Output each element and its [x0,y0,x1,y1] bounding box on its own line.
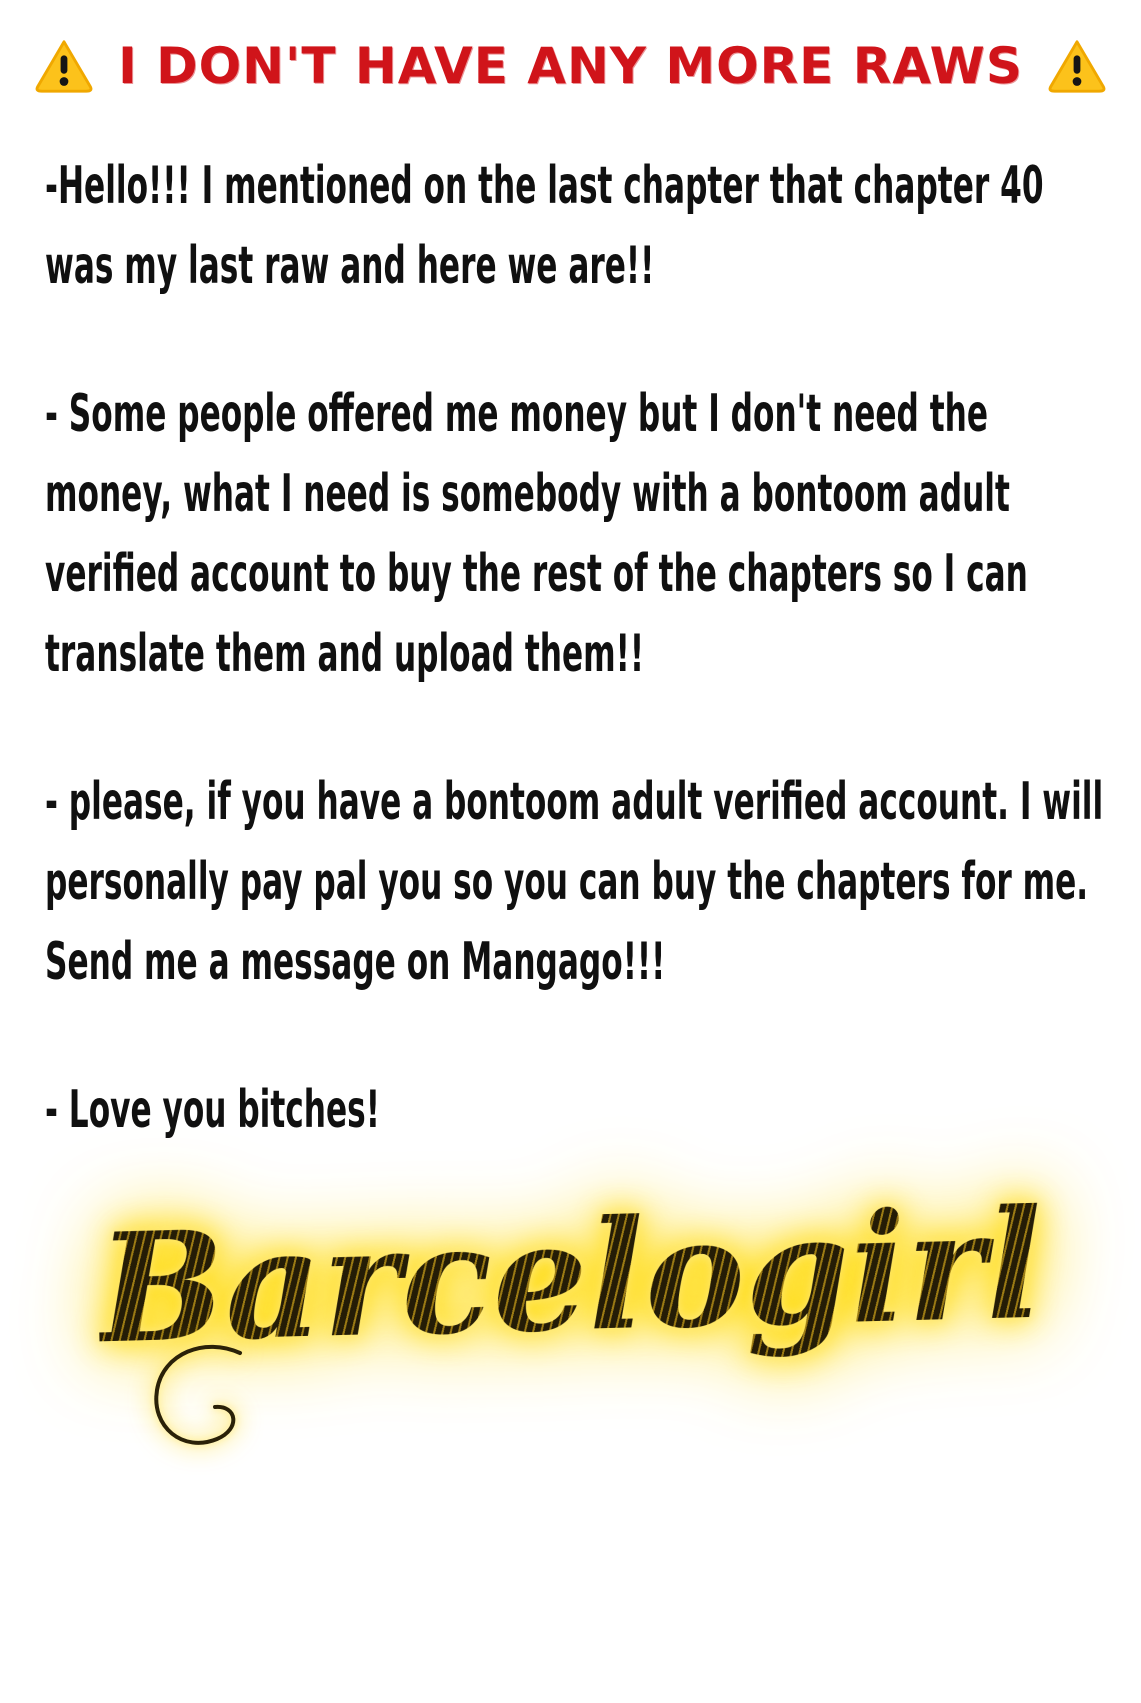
text-line: verified account to buy the rest of the chapters so I can [45,544,1028,604]
page-title: I DON'T HAVE ANY MORE RAWS [118,37,1023,95]
notice-body [45,146,1141,1150]
text-line: was my last raw and here we are!! [45,236,655,296]
text-line: Send me a message on Mangago!!! [45,932,666,992]
text-line: -Hello!!! I mentioned on the last chapter that chapter 40 [45,156,1044,216]
paragraph-request [45,374,1141,694]
title-row [0,0,1141,96]
signature-row [0,1172,1141,1382]
paragraph-paypal [45,762,1141,1002]
warning-icon [1045,36,1109,96]
text-line: money, what I need is somebody with a bontoom adult [45,464,1010,524]
text-line: - please, if you have a bontoom adult verified account. I will [45,772,1104,832]
paragraph-intro [45,146,1141,306]
text-line: - Love you bitches! [45,1080,380,1140]
text-line: - Some people offered me money but I don't need the [45,384,989,444]
paragraph-signoff [45,1070,1141,1150]
signature: Barcelogirl [96,1160,1046,1395]
warning-icon [32,36,96,96]
text-line: personally pay pal you so you can buy the chapters for me. [45,852,1089,912]
text-line: translate them and upload them!! [45,624,645,684]
